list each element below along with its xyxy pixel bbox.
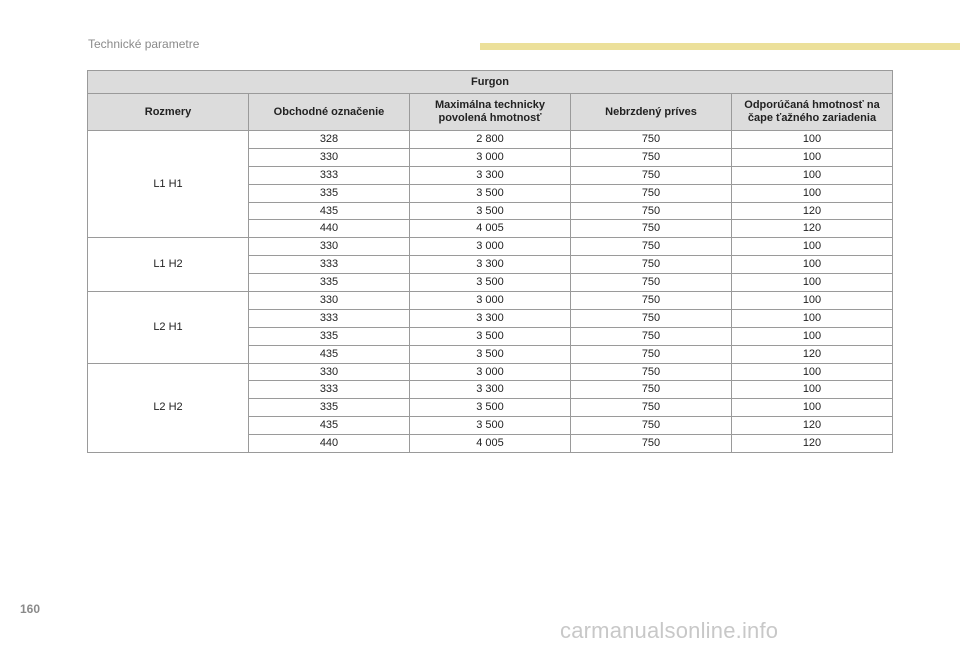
table-cell: 335 (249, 327, 410, 345)
table-cell: 3 300 (410, 256, 571, 274)
table-cell: 3 500 (410, 327, 571, 345)
table-cell: 120 (732, 345, 893, 363)
table-body (88, 131, 893, 453)
table-cell: 100 (732, 399, 893, 417)
table-cell: 750 (571, 417, 732, 435)
column-header: Odporúčaná hmotnosť na čape ťažného zariadenia (732, 94, 893, 131)
table-cell: 440 (249, 435, 410, 453)
table-cell: 750 (571, 399, 732, 417)
table-cell: 100 (732, 166, 893, 184)
table-cell: 100 (732, 274, 893, 292)
table-cell: 750 (571, 435, 732, 453)
table-cell: 335 (249, 274, 410, 292)
table-cell: 750 (571, 256, 732, 274)
table-cell: 750 (571, 220, 732, 238)
table-cell: 330 (249, 148, 410, 166)
table-cell: 3 500 (410, 399, 571, 417)
dimension-label: L1 H1 (88, 131, 249, 238)
table-cell: 100 (732, 184, 893, 202)
table-cell: 750 (571, 381, 732, 399)
weights-table (87, 70, 893, 453)
page-number: 160 (20, 602, 41, 616)
column-header: Rozmery (88, 94, 249, 131)
table-cell: 2 800 (410, 131, 571, 149)
table-cell: 3 000 (410, 148, 571, 166)
dimension-label: L1 H2 (88, 238, 249, 292)
table-row (88, 238, 893, 256)
table-cell: 3 500 (410, 274, 571, 292)
table-cell: 330 (249, 292, 410, 310)
table-cell: 100 (732, 363, 893, 381)
table-cell: 435 (249, 345, 410, 363)
table-cell: 333 (249, 309, 410, 327)
table-cell: 3 500 (410, 184, 571, 202)
table-row (88, 292, 893, 310)
table-cell: 330 (249, 238, 410, 256)
table-cell: 333 (249, 381, 410, 399)
table-cell: 100 (732, 148, 893, 166)
table-cell: 3 000 (410, 363, 571, 381)
table-cell: 750 (571, 363, 732, 381)
table-cell: 3 300 (410, 309, 571, 327)
table-cell: 100 (732, 256, 893, 274)
table-cell: 750 (571, 292, 732, 310)
table-row (88, 131, 893, 149)
table-cell: 750 (571, 166, 732, 184)
table-cell: 750 (571, 309, 732, 327)
table-cell: 335 (249, 399, 410, 417)
table-group-title: Furgon (88, 71, 893, 94)
section-title: Technické parametre (88, 37, 200, 51)
table-cell: 3 000 (410, 238, 571, 256)
column-header: Maximálna technicky povolená hmotnosť (410, 94, 571, 131)
table-cell: 3 300 (410, 381, 571, 399)
table-cell: 333 (249, 166, 410, 184)
watermark-text: carmanualsonline.info (560, 618, 779, 643)
table-cell: 750 (571, 148, 732, 166)
table-cell: 100 (732, 292, 893, 310)
table-cell: 435 (249, 202, 410, 220)
table-cell: 3 500 (410, 417, 571, 435)
dimension-label: L2 H1 (88, 292, 249, 364)
header-accent-bar (480, 43, 960, 50)
table-cell: 750 (571, 345, 732, 363)
table-cell: 750 (571, 274, 732, 292)
table-cell: 100 (732, 238, 893, 256)
column-header: Obchodné označenie (249, 94, 410, 131)
table-cell: 750 (571, 327, 732, 345)
table-cell: 100 (732, 381, 893, 399)
table-cell: 333 (249, 256, 410, 274)
table-cell: 335 (249, 184, 410, 202)
table-cell: 120 (732, 435, 893, 453)
table-cell: 100 (732, 131, 893, 149)
table-cell: 100 (732, 327, 893, 345)
table-cell: 330 (249, 363, 410, 381)
table-cell: 4 005 (410, 220, 571, 238)
dimension-label: L2 H2 (88, 363, 249, 452)
table-cell: 440 (249, 220, 410, 238)
table-cell: 3 500 (410, 202, 571, 220)
table-cell: 120 (732, 202, 893, 220)
table-cell: 3 500 (410, 345, 571, 363)
table-cell: 750 (571, 238, 732, 256)
table-cell: 3 300 (410, 166, 571, 184)
table-cell: 328 (249, 131, 410, 149)
table-cell: 435 (249, 417, 410, 435)
table-cell: 100 (732, 309, 893, 327)
table-row (88, 363, 893, 381)
table-cell: 3 000 (410, 292, 571, 310)
column-header: Nebrzdený príves (571, 94, 732, 131)
table-cell: 4 005 (410, 435, 571, 453)
table-cell: 120 (732, 417, 893, 435)
table-cell: 750 (571, 184, 732, 202)
table-cell: 750 (571, 202, 732, 220)
table-cell: 120 (732, 220, 893, 238)
table-cell: 750 (571, 131, 732, 149)
